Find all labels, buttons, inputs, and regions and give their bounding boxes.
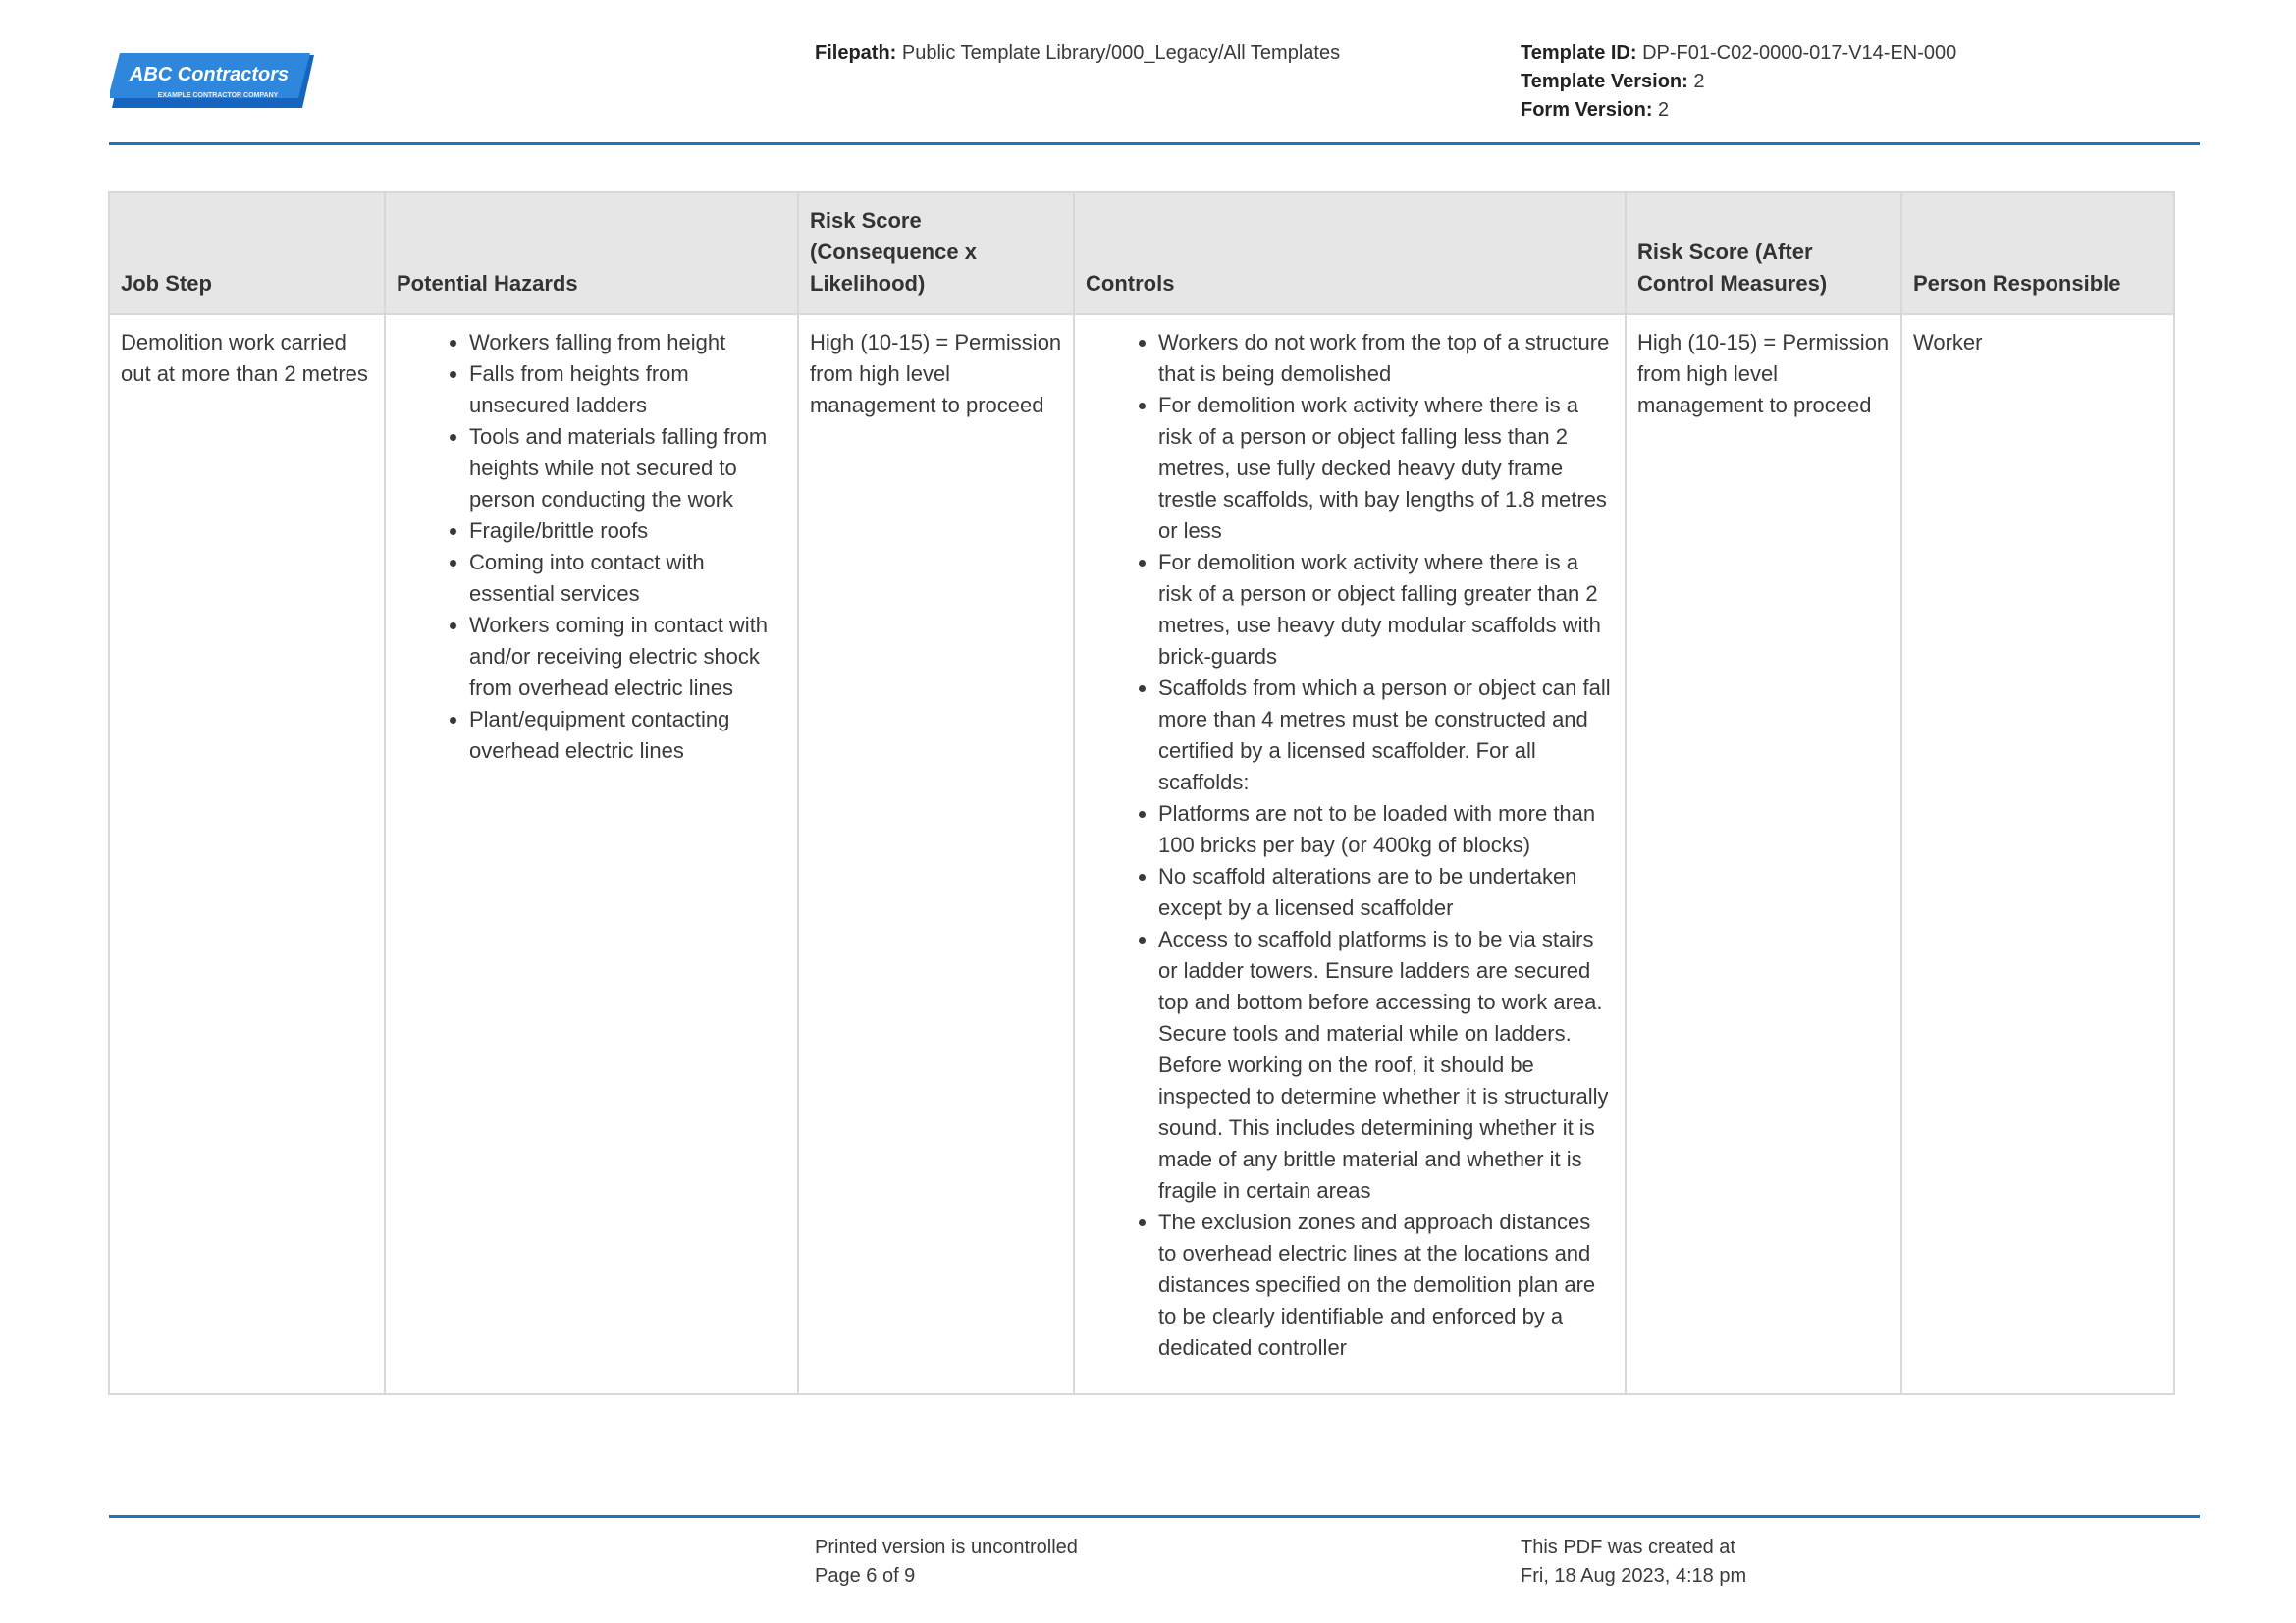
list-item: • Workers coming in contact with and/or receiving electric shock from overhead electric lines — [469, 610, 786, 704]
template-id-label: Template ID: — [1521, 42, 1637, 64]
list-item: • Falls from heights from unsecured ladders — [469, 358, 786, 421]
column-header-potential-hazards: Potential Hazards — [385, 192, 798, 314]
page-header — [0, 0, 2296, 147]
column-header-controls: Controls — [1074, 192, 1626, 314]
list-item: • Coming into contact with essential services — [469, 547, 786, 610]
table-row — [109, 314, 2174, 1394]
list-item: • Platforms are not to be loaded with more than 100 bricks per bay (or 400kg of blocks) — [1158, 798, 1614, 861]
template-version-value: 2 — [1693, 71, 1705, 92]
risk-assessment-table — [108, 191, 2175, 1395]
form-version-label: Form Version: — [1521, 99, 1653, 121]
header-divider — [109, 142, 2200, 145]
list-item: • Workers do not work from the top of a structure that is being demolished — [1158, 327, 1614, 390]
form-version-value: 2 — [1658, 99, 1670, 121]
list-item: • The exclusion zones and approach distances to overhead electric lines at the locations and distances specified on the demolition plan are to be clearly identifiable and enforced by a dedicated controller — [1158, 1207, 1614, 1364]
template-version-line — [1521, 68, 1956, 96]
risk-score-cell: High (10-15) = Permission from high level management to proceed — [798, 314, 1074, 1394]
filepath-label: Filepath: — [815, 42, 897, 64]
template-id-value: DP-F01-C02-0000-017-V14-EN-000 — [1642, 42, 1957, 64]
uncontrolled-note: Printed version is uncontrolled — [815, 1537, 1078, 1558]
logo-name: ABC Contractors — [129, 64, 290, 85]
filepath-block — [815, 39, 1340, 68]
logo-tagline: EXAMPLE CONTRACTOR COMPANY — [157, 92, 279, 99]
filepath-value: Public Template Library/000_Legacy/All Templates — [901, 42, 1341, 64]
list-item: • Fragile/brittle roofs — [469, 515, 786, 547]
footer-left-block — [815, 1534, 1078, 1591]
page-number: Page 6 of 9 — [815, 1565, 916, 1587]
column-header-person-responsible: Person Responsible — [1901, 192, 2174, 314]
risk-score-after-cell: High (10-15) = Permission from high level management to proceed — [1626, 314, 1901, 1394]
list-item: • Plant/equipment contacting overhead electric lines — [469, 704, 786, 767]
template-info-block — [1521, 39, 1956, 125]
list-item: • Access to scaffold platforms is to be via stairs or ladder towers. Ensure ladders are secured top and bottom before accessing to work area. Secure tools and material while on ladders. Before working on the roof, it should be inspected to determine whether it is structurally sound. This includes determining whether it is made of any brittle material and whether it is fragile in certain areas — [1158, 924, 1614, 1207]
controls-list — [1086, 327, 1614, 1364]
footer-divider — [109, 1515, 2200, 1518]
list-item: • Scaffolds from which a person or object can fall more than 4 metres must be constructed and certified by a licensed scaffolder. For all scaffolds: — [1158, 673, 1614, 798]
controls-cell — [1074, 314, 1626, 1394]
column-header-risk-score-after: Risk Score (After Control Measures) — [1626, 192, 1901, 314]
list-item: • For demolition work activity where there is a risk of a person or object falling less than 2 metres, use fully decked heavy duty frame trestle scaffolds, with bay lengths of 1.8 metres or less — [1158, 390, 1614, 547]
company-logo — [110, 53, 316, 112]
list-item: • No scaffold alterations are to be undertaken except by a licensed scaffolder — [1158, 861, 1614, 924]
footer-right-block — [1521, 1534, 1746, 1591]
hazards-cell — [385, 314, 798, 1394]
column-header-job-step: Job Step — [109, 192, 385, 314]
list-item: • Tools and materials falling from heights while not secured to person conducting the work — [469, 421, 786, 515]
hazards-list — [397, 327, 786, 767]
person-responsible-cell: Worker — [1901, 314, 2174, 1394]
created-label: This PDF was created at — [1521, 1537, 1735, 1558]
job-step-cell: Demolition work carried out at more than 2 metres — [109, 314, 385, 1394]
column-header-risk-score: Risk Score (Consequence x Likelihood) — [798, 192, 1074, 314]
template-id-line — [1521, 39, 1956, 68]
form-version-line — [1521, 96, 1956, 125]
template-version-label: Template Version: — [1521, 71, 1688, 92]
list-item: • For demolition work activity where there is a risk of a person or object falling greater than 2 metres, use heavy duty modular scaffolds with brick-guards — [1158, 547, 1614, 673]
created-date: Fri, 18 Aug 2023, 4:18 pm — [1521, 1565, 1747, 1587]
table-header-row — [109, 192, 2174, 314]
list-item: • Workers falling from height — [469, 327, 786, 358]
